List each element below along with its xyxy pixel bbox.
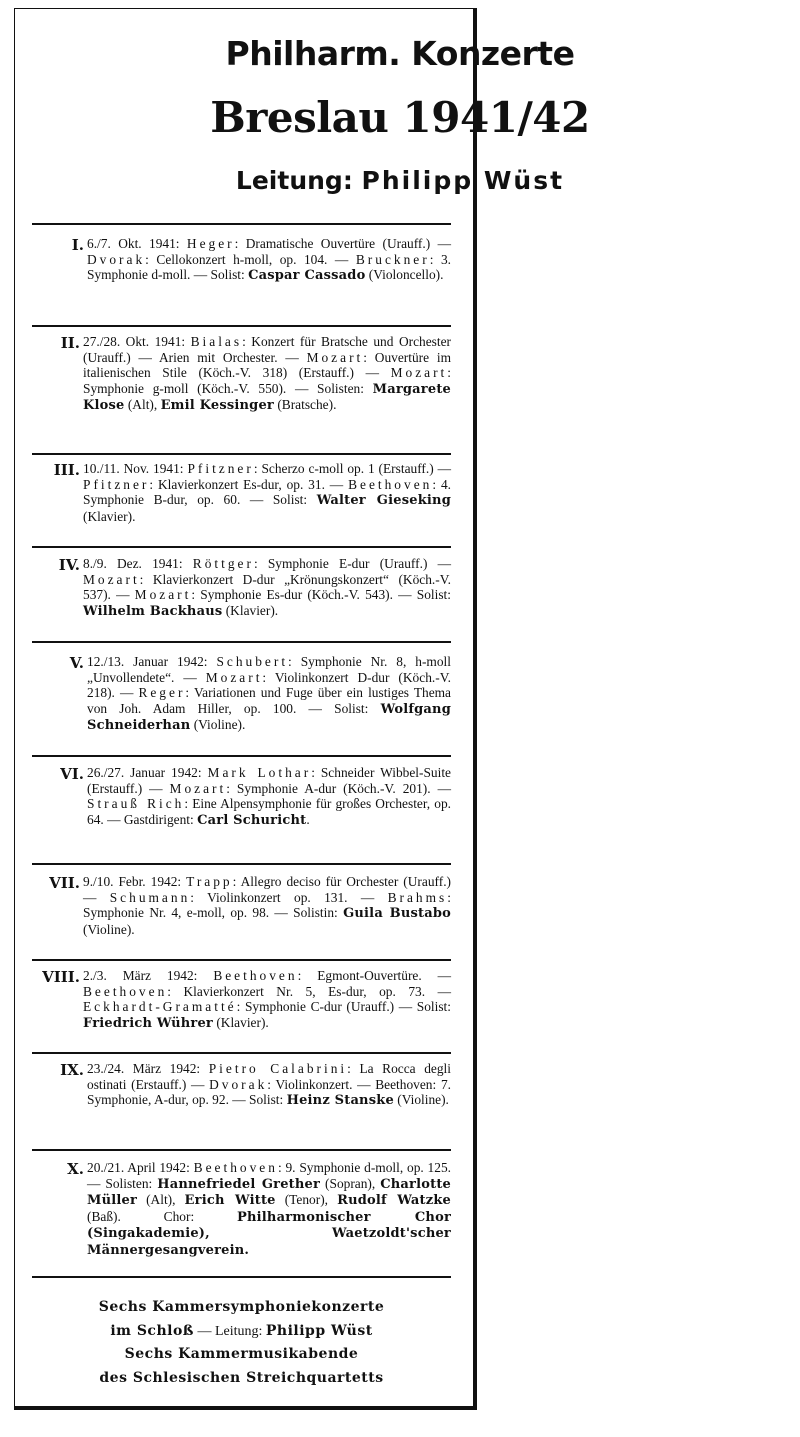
concert-description: 9./10. Febr. 1942: Trapp: Allegro deciso für Orchester (Urauff.) — Schumann: Violinkonzert op. 131. — Brahms: Symphonie Nr. 4, e-moll, op. 98. — Solistin: Guila Bustabo (Violine). bbox=[83, 874, 452, 937]
divider bbox=[32, 1276, 451, 1278]
concert-description: 27./28. Okt. 1941: Bialas: Konzert für Bratsche und Orchester (Urauff.) — Arien mit Orchester. — Mozart: Ouvertüre im italienischen Stile (Köch.-V. 318) (Erstauff.) — Mozart: Symphonie g-moll (Köch.-V. 550). — Solisten: Margarete Klose (Alt), Emil Kessinger (Bratsche). bbox=[83, 334, 451, 414]
divider bbox=[32, 641, 451, 643]
concert-number: III. bbox=[53, 461, 80, 479]
concert-number: II. bbox=[60, 334, 80, 352]
concert-description: 8./9. Dez. 1941: Röttger: Symphonie E-dur (Urauff.) — Mozart: Klavierkonzert D-dur „Krönungskonzert“ (Köch.-V. 537). — Mozart: Symphonie Es-dur (Köch.-V. 543). — Solist: Wilhelm Backhaus (Klavier). bbox=[83, 556, 451, 619]
concert-entry bbox=[32, 334, 451, 454]
concert-description: 12./13. Januar 1942: Schubert: Symphonie Nr. 8, h-moll „Unvollendete“. — Mozart: Violinkonzert D-dur (Köch.-V. 218). — Reger: Variationen und Fuge über ein lustiges Thema von Joh. Adam Hiller, op. 100. — Solist: Wolfgang Schneiderhan (Violine). bbox=[87, 654, 451, 734]
concert-number: VI. bbox=[60, 765, 84, 783]
divider bbox=[32, 223, 451, 225]
concert-entry bbox=[32, 1160, 451, 1272]
divider bbox=[32, 325, 451, 327]
divider bbox=[32, 546, 451, 548]
concert-entry bbox=[32, 1061, 451, 1145]
concert-description: 6./7. Okt. 1941: Heger: Dramatische Ouvertüre (Urauff.) — Dvorak: Cellokonzert h-moll, op. 104. — Bruckner: 3. Symphonie d-moll. — Solist: Caspar Cassado (Violoncello). bbox=[87, 236, 451, 284]
concert-entry bbox=[32, 968, 451, 1052]
concert-description: 26./27. Januar 1942: Mark Lothar: Schneider Wibbel-Suite (Erstauff.) — Mozart: Symphonie A-dur (Köch.-V. 201). — Strauß Rich: Eine Alpensymphonie für großes Orchester, op. 64. — Gastdirigent: Carl Schuricht. bbox=[87, 765, 452, 828]
concert-description: 10./11. Nov. 1941: Pfitzner: Scherzo c-moll op. 1 (Erstauff.) — Pfitzner: Klavierkonzert Es-dur, op. 31. — Beethoven: 4. Symphonie B-dur, op. 60. — Solist: Walter Gieseking (Klavier). bbox=[83, 461, 451, 524]
concert-description: 23./24. März 1942: Pietro Calabrini: La Rocca degli ostinati (Erstauff.) — Dvorak: Violinkonzert. — Beethoven: 7. Symphonie, A-dur, op. 92. — Solist: Heinz Stanske (Violine). bbox=[87, 1061, 451, 1109]
page-title: Philharm. Konzerte bbox=[225, 34, 575, 73]
concert-description: 2./3. März 1942: Beethoven: Egmont-Ouvertüre. — Beethoven: Klavierkonzert Nr. 5, Es-dur, op. 73. — Eckhardt-Gramatté: Symphonie C-dur (Urauff.) — Solist: Friedrich Wührer (Klavier). bbox=[83, 968, 452, 1031]
concert-entry bbox=[32, 874, 451, 958]
divider bbox=[32, 1149, 451, 1151]
concert-number: VIII. bbox=[42, 968, 80, 986]
concert-number: X. bbox=[67, 1160, 84, 1178]
divider bbox=[32, 863, 451, 865]
divider bbox=[32, 755, 451, 757]
divider bbox=[32, 959, 451, 961]
conductor-label: Leitung: bbox=[235, 166, 362, 195]
concert-entry bbox=[32, 236, 451, 320]
concert-number: IV. bbox=[58, 556, 80, 574]
concert-entry bbox=[32, 461, 451, 545]
footer-line: im Schloß — Leitung: Philipp Wüst bbox=[110, 1322, 373, 1339]
concert-description: 20./21. April 1942: Beethoven: 9. Symphonie d-moll, op. 125. — Solisten: Hannefriedel Grether (Sopran), Charlotte Müller (Alt), Erich Witte (Tenor), Rudolf Watzke (Baß). Chor: Philharmonischer Chor (Singakademie), Waetzoldt'scher Männergesangverein. bbox=[87, 1160, 452, 1258]
footer-line: Sechs Kammersymphoniekonzerte bbox=[98, 1299, 385, 1315]
concert-number: VII. bbox=[49, 874, 80, 892]
season-title: Breslau 1941/42 bbox=[210, 93, 590, 142]
conductor-line bbox=[0, 166, 800, 195]
conductor-name: Philipp Wüst bbox=[361, 166, 565, 195]
concert-number: I. bbox=[71, 236, 84, 254]
concert-number: V. bbox=[69, 654, 84, 672]
footer bbox=[32, 1296, 451, 1390]
concert-number: IX. bbox=[60, 1061, 84, 1079]
footer-line: des Schlesischen Streichquartetts bbox=[99, 1369, 384, 1386]
footer-line: Sechs Kammermusikabende bbox=[124, 1346, 359, 1362]
concert-entry bbox=[32, 765, 451, 861]
divider bbox=[32, 453, 451, 455]
concert-entry bbox=[32, 556, 451, 640]
divider bbox=[32, 1052, 451, 1054]
concert-entry bbox=[32, 654, 451, 750]
